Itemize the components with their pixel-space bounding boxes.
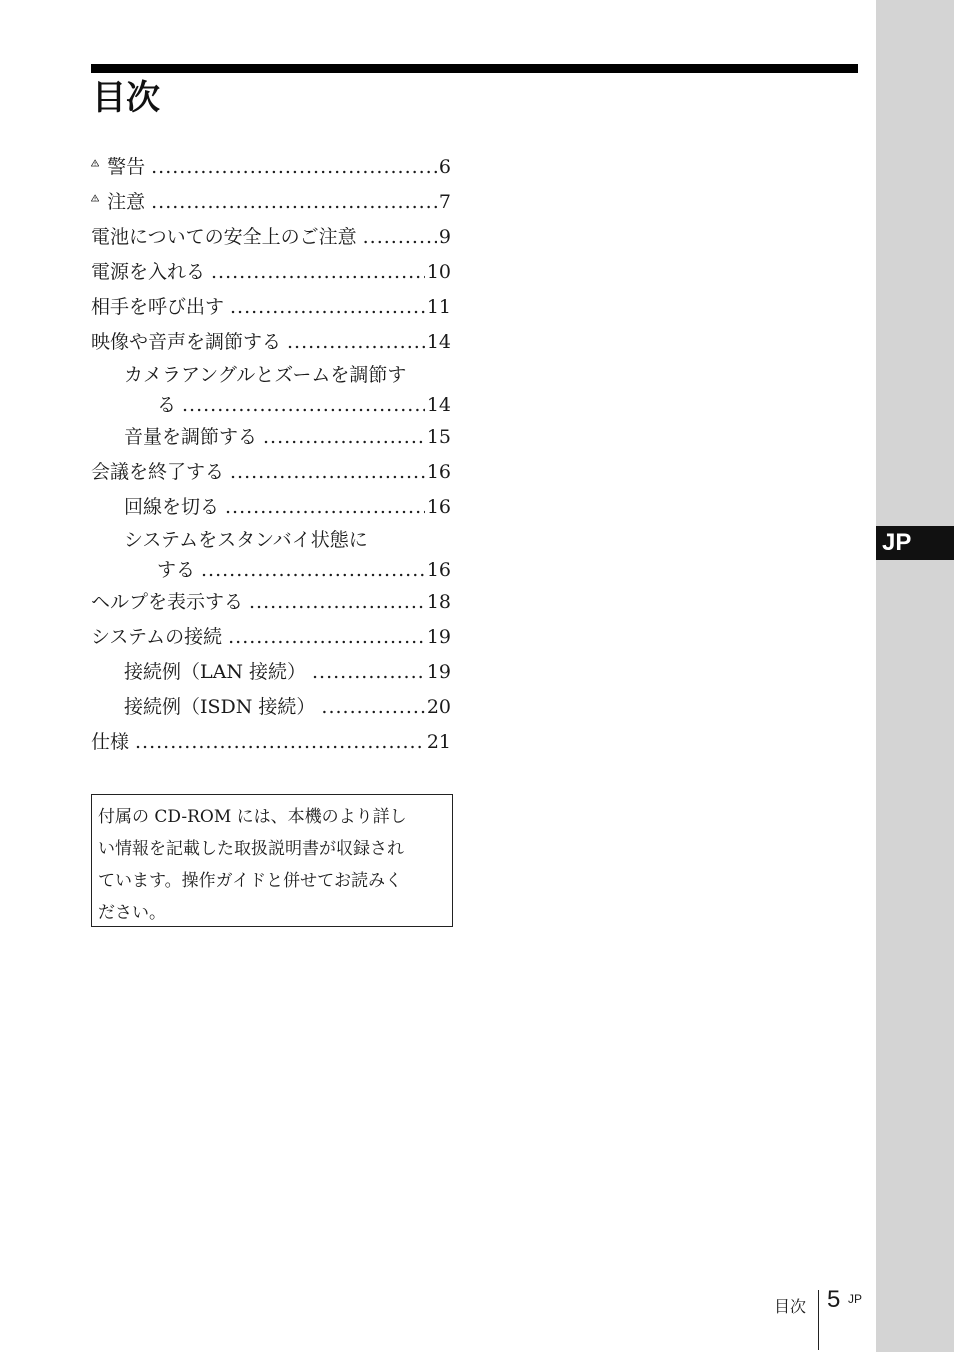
toc-label: する — [157, 559, 196, 581]
toc-label: 会議を終了する — [91, 461, 225, 483]
table-of-contents — [91, 150, 451, 760]
dot-leader — [363, 220, 437, 255]
note-line: い情報を記載した取扱説明書が収録され — [98, 839, 404, 859]
toc-label: 映像や音声を調節する — [91, 331, 282, 353]
toc-page-number: 19 — [426, 626, 451, 648]
toc-page-number: 16 — [426, 559, 451, 581]
dot-leader — [225, 490, 425, 525]
toc-entry-connection[interactable] — [91, 620, 451, 655]
toc-entry-call[interactable] — [91, 290, 451, 325]
toc-page-number: 7 — [438, 191, 451, 213]
toc-entry-end-meeting[interactable] — [91, 455, 451, 490]
toc-page-number: 11 — [426, 296, 451, 318]
toc-entry-camera[interactable] — [91, 390, 451, 420]
toc-entry-standby-line1[interactable]: システムをスタンバイ状態に — [124, 529, 368, 551]
footer-section-label: 目次 — [774, 1297, 807, 1316]
dot-leader — [287, 325, 425, 360]
toc-page-number: 19 — [426, 661, 451, 683]
toc-page-number: 14 — [426, 331, 451, 353]
footer-page-suffix: JP — [848, 1292, 863, 1306]
dot-leader — [182, 390, 425, 420]
warning-icon — [91, 153, 99, 173]
toc-page-number: 10 — [426, 261, 451, 283]
dot-leader — [321, 690, 424, 725]
dot-leader — [249, 585, 425, 620]
dot-leader — [211, 255, 425, 290]
dot-leader — [201, 555, 425, 585]
toc-entry-volume[interactable] — [91, 420, 451, 455]
toc-label: 接続例（LAN 接続） — [124, 661, 307, 683]
note-line: ています。操作ガイドと併せてお読みく — [98, 871, 403, 891]
toc-page-number: 21 — [426, 731, 451, 753]
toc-page-number: 16 — [426, 496, 451, 518]
toc-entry-lan[interactable] — [91, 655, 451, 690]
dot-leader — [135, 725, 425, 760]
dot-leader — [151, 185, 437, 220]
toc-page-number: 20 — [426, 696, 451, 718]
toc-entry-caution[interactable] — [91, 185, 451, 220]
dot-leader — [312, 655, 425, 690]
toc-entry-warning[interactable] — [91, 150, 451, 185]
dot-leader — [230, 455, 425, 490]
toc-page-number: 14 — [426, 394, 451, 416]
page-title: 目次 — [92, 78, 160, 118]
toc-label: 音量を調節する — [124, 426, 258, 448]
toc-page-number: 9 — [438, 226, 451, 248]
dot-leader — [230, 290, 425, 325]
toc-label: 電源を入れる — [91, 261, 206, 283]
cd-rom-note — [91, 794, 453, 927]
toc-page-number: 16 — [426, 461, 451, 483]
side-strip — [876, 0, 954, 1352]
dot-leader — [151, 150, 437, 185]
toc-label: 接続例（ISDN 接続） — [124, 696, 316, 718]
dot-leader — [228, 620, 425, 655]
toc-entry-battery-safety[interactable] — [91, 220, 451, 255]
note-line: 付属の CD-ROM には、本機のより詳し — [98, 807, 407, 827]
toc-entry-camera-line1[interactable]: カメラアングルとズームを調節す — [124, 364, 407, 386]
toc-label: 相手を呼び出す — [91, 296, 225, 318]
toc-entry-isdn[interactable] — [91, 690, 451, 725]
toc-label: 回線を切る — [124, 496, 220, 518]
toc-entry-standby[interactable] — [91, 555, 451, 585]
toc-label: る — [157, 394, 177, 416]
toc-page-number: 15 — [426, 426, 451, 448]
toc-label: システムの接続 — [91, 626, 223, 648]
toc-page-number: 6 — [438, 156, 451, 178]
toc-label: 電池についての安全上のご注意 — [91, 226, 357, 248]
toc-label: 警告 — [107, 156, 146, 178]
toc-entry-help[interactable] — [91, 585, 451, 620]
note-line: ださい。 — [98, 903, 166, 923]
title-rule — [91, 64, 858, 73]
toc-entry-power-on[interactable] — [91, 255, 451, 290]
footer-divider — [818, 1290, 819, 1350]
toc-label: 注意 — [107, 191, 146, 213]
toc-entry-adjust-av[interactable] — [91, 325, 451, 360]
toc-entry-disconnect[interactable] — [91, 490, 451, 525]
toc-label: ヘルプを表示する — [91, 591, 244, 613]
warning-icon — [91, 188, 99, 208]
toc-label: 仕様 — [91, 731, 130, 753]
toc-entry-specs[interactable] — [91, 725, 451, 760]
toc-page-number: 18 — [426, 591, 451, 613]
dot-leader — [263, 420, 425, 455]
language-tab: JP — [876, 526, 954, 560]
footer-page-number: 5 — [827, 1286, 841, 1313]
